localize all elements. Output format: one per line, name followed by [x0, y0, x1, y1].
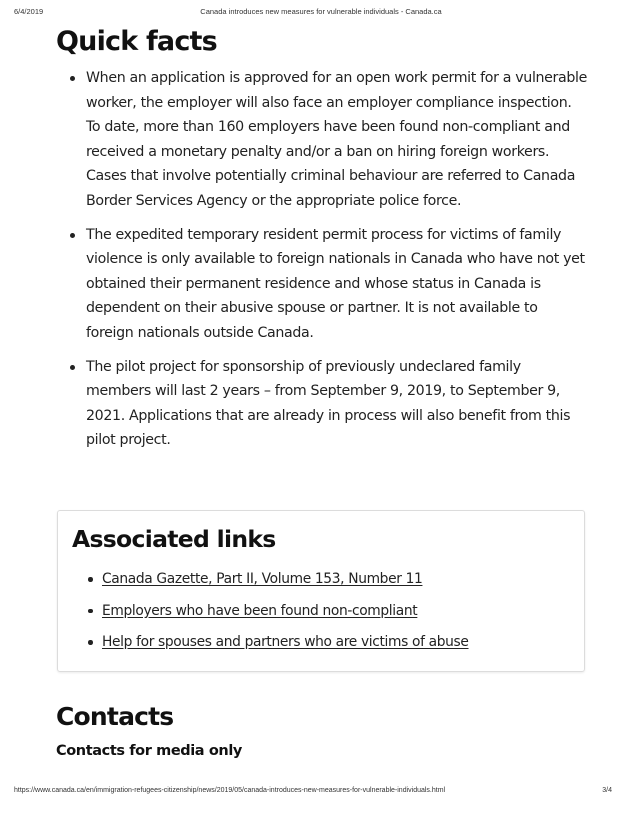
quick-fact-item: The pilot project for sponsorship of previously undeclared family members will last 2 years – from September 9, 2019, to September 9, 2021. Applications that are already in process will also benefit from this pilot project. [86, 355, 588, 453]
quick-fact-item: The expedited temporary resident permit process for victims of family violence is only available to foreign nationals in Canada who have not yet obtained their permanent residence and whose status in Canada is dependent on their abusive spouse or partner. It is not available to foreign nationals outside Canada. [86, 223, 588, 346]
link-canada-gazette[interactable]: Canada Gazette, Part II, Volume 153, Number 11 [102, 571, 423, 587]
contacts-heading: Contacts [56, 702, 174, 731]
associated-link-item [102, 601, 469, 621]
print-page-title: Canada introduces new measures for vulnerable individuals - Canada.ca [200, 7, 442, 16]
contacts-media-subheading: Contacts for media only [56, 743, 242, 759]
associated-link-item [102, 632, 469, 652]
quick-facts-heading: Quick facts [56, 26, 217, 57]
link-help-for-victims-of-abuse[interactable]: Help for spouses and partners who are victims of abuse [102, 634, 469, 650]
print-header [14, 7, 628, 19]
quick-fact-item: When an application is approved for an open work permit for a vulnerable worker, the employer will also face an employer compliance inspection. To date, more than 160 employers have been found non-compliant and received a monetary penalty and/or a ban on hiring foreign workers. Cases that involve potentially criminal behaviour are referred to Canada Border Services Agency or the appropriate police force. [86, 66, 588, 214]
associated-links-heading: Associated links [72, 525, 276, 553]
quick-facts-section [56, 24, 588, 462]
associated-link-item [102, 569, 469, 589]
link-non-compliant-employers[interactable]: Employers who have been found non-compliant [102, 602, 418, 619]
print-url: https://www.canada.ca/en/immigration-refugees-citizenship/news/2019/05/canada-introduces-new-measures-for-vulnerable-individuals.html [14, 787, 446, 794]
associated-links-panel [57, 510, 585, 672]
print-footer [14, 787, 628, 799]
page-number: 3/4 [602, 787, 612, 794]
print-date: 6/4/2019 [14, 7, 44, 16]
quick-facts-list [56, 66, 588, 453]
associated-links-list [102, 569, 469, 664]
